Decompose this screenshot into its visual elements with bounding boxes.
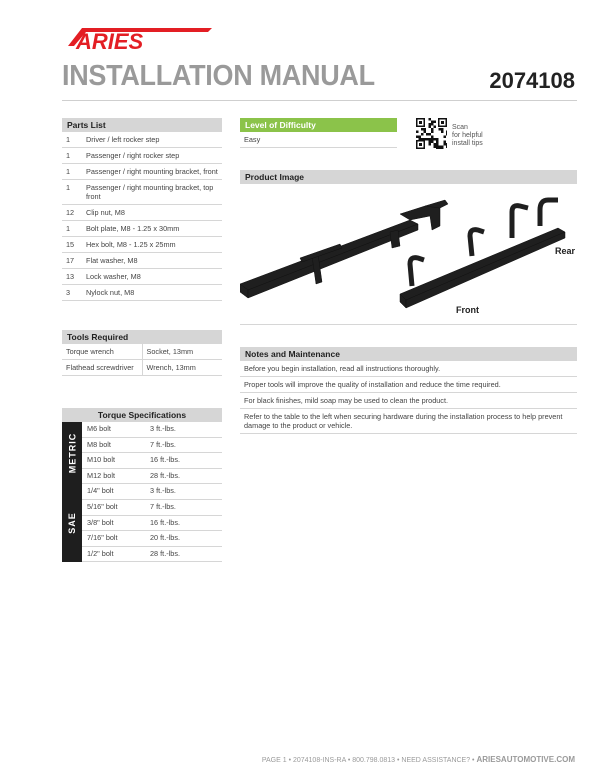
part-description: Passenger / right rocker step — [82, 148, 222, 164]
torque-row — [82, 484, 222, 500]
torque-bolt: 3/8" bolt — [87, 517, 114, 527]
torque-value: 28 ft.-lbs. — [150, 548, 181, 558]
parts-table — [62, 132, 222, 301]
torque-bolt: M8 bolt — [87, 439, 111, 449]
part-description: Passenger / right mounting bracket, front — [82, 164, 222, 180]
torque-value: 20 ft.-lbs. — [150, 533, 181, 543]
table-row — [62, 285, 222, 301]
page-title: INSTALLATION MANUAL — [62, 60, 375, 92]
footer-website-link[interactable]: ARIESAUTOMOTIVE.COM — [476, 755, 575, 764]
torque-row — [82, 422, 222, 438]
qr-code-icon[interactable] — [416, 118, 447, 149]
torque-bolt: 7/16" bolt — [87, 533, 118, 543]
torque-value: 3 ft.-lbs. — [150, 424, 176, 433]
rear-label: Rear — [555, 246, 576, 256]
difficulty-panel — [240, 118, 397, 148]
torque-sae-group — [62, 484, 222, 562]
torque-row — [82, 438, 222, 454]
part-description: Flat washer, M8 — [82, 253, 222, 269]
part-description: Lock washer, M8 — [82, 269, 222, 285]
torque-bolt: M12 bolt — [87, 470, 115, 480]
difficulty-heading: Level of Difficulty — [240, 118, 397, 132]
table-row — [62, 269, 222, 285]
part-qty: 1 — [62, 164, 82, 180]
part-number: 2074108 — [489, 68, 575, 93]
product-image-panel — [240, 170, 577, 184]
product-image — [240, 186, 577, 324]
driver-rocker-step-illustration — [240, 200, 448, 298]
table-row — [62, 360, 222, 376]
part-description: Hex bolt, M8 - 1.25 x 25mm — [82, 237, 222, 253]
page-footer — [262, 755, 575, 764]
torque-value: 16 ft.-lbs. — [150, 455, 181, 465]
part-description: Clip nut, M8 — [82, 205, 222, 221]
torque-row — [82, 500, 222, 516]
table-row — [62, 148, 222, 164]
part-qty: 12 — [62, 205, 82, 221]
table-row — [62, 237, 222, 253]
torque-row — [82, 531, 222, 547]
tools-table — [62, 344, 222, 376]
tool-right: Socket, 13mm — [142, 344, 222, 360]
torque-value: 3 ft.-lbs. — [150, 486, 176, 496]
parts-list — [62, 118, 222, 301]
torque-heading: Torque Specifications — [62, 408, 222, 422]
note-item: For black finishes, mild soap may be used to clean the product. — [240, 393, 577, 409]
torque-bolt: 1/4" bolt — [87, 486, 114, 496]
svg-text:ARIES: ARIES — [76, 29, 144, 52]
aries-logo — [62, 26, 212, 52]
torque-bolt: M6 bolt — [87, 424, 111, 433]
torque-value: 7 ft.-lbs. — [150, 439, 176, 449]
metric-side-label: METRIC — [62, 422, 82, 484]
torque-bolt: 5/16" bolt — [87, 501, 118, 511]
qr-caption: Scan for helpful install tips — [452, 124, 483, 147]
note-item: Proper tools will improve the quality of installation and reduce the time required. — [240, 377, 577, 393]
part-description: Nylock nut, M8 — [82, 285, 222, 301]
front-label: Front — [456, 305, 479, 315]
table-row — [62, 132, 222, 148]
note-item: Before you begin installation, read all instructions thoroughly. — [240, 361, 577, 377]
part-qty: 1 — [62, 221, 82, 237]
part-description: Passenger / right mounting bracket, top front — [82, 180, 222, 205]
table-row — [62, 221, 222, 237]
product-image-heading: Product Image — [240, 170, 577, 184]
torque-row — [82, 547, 222, 563]
table-row — [62, 180, 222, 205]
torque-bolt: 1/2" bolt — [87, 548, 114, 558]
note-item: Refer to the table to the left when securing hardware during the installation process to help prevent damage to the product or vehicle. — [240, 409, 577, 434]
part-qty: 1 — [62, 148, 82, 164]
part-qty: 15 — [62, 237, 82, 253]
sae-side-label: SAE — [62, 484, 82, 562]
product-image-divider — [240, 324, 577, 325]
part-description: Driver / left rocker step — [82, 132, 222, 148]
table-row — [62, 253, 222, 269]
part-qty: 3 — [62, 285, 82, 301]
part-description: Bolt plate, M8 - 1.25 x 30mm — [82, 221, 222, 237]
difficulty-value: Easy — [240, 132, 397, 148]
table-row — [62, 164, 222, 180]
footer-text: PAGE 1 • 2074108-INS-RA • 800.798.0813 • NEED ASSISTANCE? • — [261, 757, 475, 764]
title-divider — [62, 100, 577, 101]
torque-value: 28 ft.-lbs. — [150, 470, 181, 480]
tool-left: Flathead screwdriver — [62, 360, 142, 376]
tool-left: Torque wrench — [62, 344, 142, 360]
part-qty: 1 — [62, 180, 82, 205]
torque-row — [82, 469, 222, 485]
table-row — [62, 205, 222, 221]
torque-bolt: M10 bolt — [87, 455, 115, 465]
tools-required — [62, 330, 222, 376]
part-qty: 17 — [62, 253, 82, 269]
part-qty: 13 — [62, 269, 82, 285]
tool-right: Wrench, 13mm — [142, 360, 222, 376]
torque-value: 16 ft.-lbs. — [150, 517, 181, 527]
torque-metric-group — [62, 422, 222, 484]
torque-row — [82, 453, 222, 469]
notes-heading: Notes and Maintenance — [240, 347, 577, 361]
torque-specifications — [62, 408, 222, 562]
part-qty: 1 — [62, 132, 82, 148]
parts-list-heading: Parts List — [62, 118, 222, 132]
tools-heading: Tools Required — [62, 330, 222, 344]
table-row — [62, 344, 222, 360]
notes-panel — [240, 347, 577, 434]
torque-value: 7 ft.-lbs. — [150, 501, 176, 511]
torque-row — [82, 516, 222, 532]
